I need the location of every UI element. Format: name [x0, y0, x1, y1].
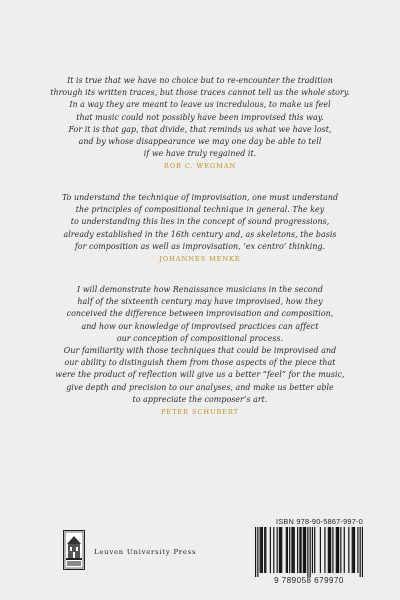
quote-line: and by whose disappearance we may one day be able to tell: [78, 137, 322, 147]
barcode-bar: [273, 527, 274, 573]
publisher-name: Leuven University Press: [94, 548, 197, 556]
barcode-bar: [293, 527, 294, 573]
barcode-bar: [257, 527, 258, 577]
barcode-bar: [330, 527, 331, 573]
quote-line: through its written traces, but those traces cannot tell us the whole story.: [50, 88, 350, 98]
quote-menke: [50, 192, 350, 265]
quote-author: PETER SCHUBERT: [161, 408, 239, 417]
barcode-bar: [314, 527, 315, 573]
barcode-bar: [294, 527, 295, 573]
quote-line: our ability to distinguish them from those aspects of the piece that: [64, 358, 336, 368]
quote-line: and how our knowledge of improvised practices can affect: [81, 321, 319, 331]
barcode-bar: [287, 527, 288, 573]
barcode-bar: [304, 527, 305, 573]
barcode-block: [255, 517, 363, 585]
barcode-icon: [255, 527, 363, 577]
quote-line: half of the sixteenth century may have improvised, how they: [77, 297, 323, 307]
quote-line: to appreciate the composer’s art.: [132, 394, 268, 404]
quote-author: JOHANNES MENKE: [159, 255, 241, 264]
quote-line: already established in the 16th century and, as skeletons, the basis: [63, 229, 337, 239]
quote-line: give depth and precision to our analyses, and make us better able: [66, 382, 334, 392]
quote-line: I will demonstrate how Renaissance musicians in the second: [77, 285, 323, 294]
barcode-bar: [264, 527, 265, 573]
barcode-bar: [340, 527, 341, 573]
barcode-bar: [328, 527, 329, 573]
barcode-bar: [352, 527, 353, 573]
barcode-bar: [280, 527, 281, 573]
quote-line: It is true that we have no choice but to re-encounter the tradition: [67, 76, 333, 85]
barcode-bar: [255, 527, 256, 577]
quote-schubert: [50, 284, 350, 418]
barcode-bar: [337, 527, 338, 573]
quote-line: were the product of reflection will give us a better “feel” for the music,: [55, 370, 345, 380]
barcode-bar: [281, 527, 282, 573]
barcode-bar: [362, 527, 363, 577]
barcode-bar: [338, 527, 339, 573]
barcode-bar: [354, 527, 355, 573]
quote-line: To understand the technique of improvisation, one must understand: [61, 193, 339, 202]
barcode-bar: [270, 527, 271, 573]
barcode-bar: [261, 527, 262, 573]
barcode-bar: [286, 527, 287, 573]
barcode-bar: [329, 527, 330, 573]
barcode-bar: [303, 527, 304, 573]
building-seal-icon: [63, 530, 85, 570]
quote-line: that music could not possibly have been improvised this way.: [76, 112, 324, 122]
barcode-bar: [305, 527, 306, 573]
quote-wegman: [50, 75, 350, 172]
barcode-bar: [310, 527, 311, 577]
quote-line: In a way they are meant to leave us incredulous, to make us feel: [69, 100, 331, 110]
barcode-bar: [279, 527, 280, 573]
barcode-bar: [260, 527, 261, 573]
barcode-bar: [360, 527, 361, 577]
quote-line: conceived the difference between improvisation and composition,: [66, 309, 334, 319]
barcode-bar: [289, 527, 290, 573]
barcode-bar: [262, 527, 263, 573]
quote-line: Our familiarity with those techniques that could be improvised and: [63, 346, 337, 356]
quote-author: ROB C. WEGMAN: [163, 162, 237, 171]
quote-line: our conception of compositional process.: [116, 333, 284, 343]
isbn-label: ISBN 978-90-5867-997-0: [276, 517, 363, 526]
barcode-bar: [307, 527, 308, 577]
quote-line: For it is that gap, that divide, that reminds us what we have lost,: [68, 124, 332, 134]
barcode-bar: [324, 527, 325, 573]
barcode-bar: [291, 527, 292, 573]
barcode-bar: [265, 527, 266, 573]
barcode-bar: [300, 527, 301, 573]
quote-line: the principles of compositional technique in general. The key: [75, 205, 325, 215]
barcode-bar: [348, 527, 349, 573]
barcode-bar: [353, 527, 354, 573]
barcode-bar: [277, 527, 278, 573]
barcode-bar: [332, 527, 333, 573]
barcode-number: 9 789058 679970: [274, 576, 344, 585]
barcode-bar: [320, 527, 321, 573]
barcode-bar: [357, 527, 358, 573]
quote-line: to understanding this lies in the concept of sound progressions,: [70, 217, 330, 227]
barcode-bar: [336, 527, 337, 573]
quote-line: for composition as well as improvisation, ‘ex centro’ thinking.: [74, 241, 326, 251]
barcode-bar: [312, 527, 313, 573]
barcode-bar: [344, 527, 345, 573]
quote-line: if we have truly regained it.: [143, 149, 257, 159]
barcode-bar: [297, 527, 298, 573]
barcode-bar: [299, 527, 300, 573]
